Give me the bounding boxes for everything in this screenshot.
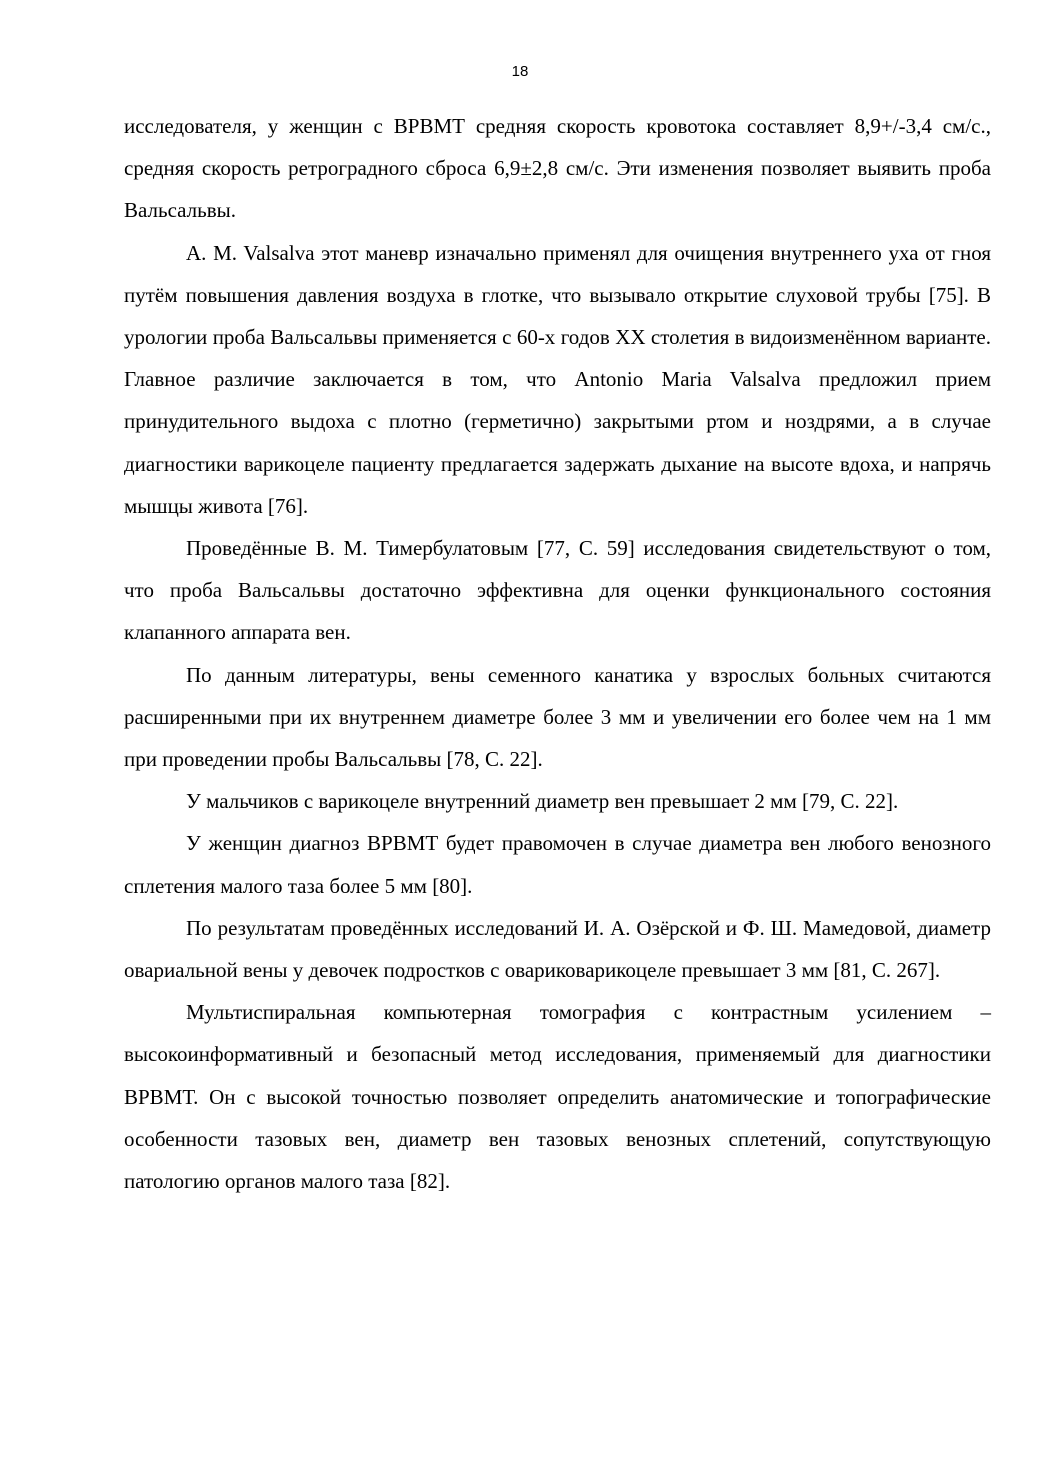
paragraph-boys-varicocele: У мальчиков с варикоцеле внутренний диаметр вен превышает 2 мм [79, С. 22].	[186, 789, 899, 814]
body-text	[124, 105, 991, 1202]
paragraph-valsalva-maneuver: A. M. Valsalva этот маневр изначально применял для очищения внутреннего уха от гноя путём повышения давления воздуха в глотке, что вызывало открытие слуховой трубы [75]. В урологии проба Вальсальвы применяется с 60-х годов XX столетия в видоизменённом варианте. Главное различие заключается в том, что Antonio Maria Valsalva предложил прием принудительного выдоха с плотно (герметично) закрытыми ртом и ноздрями, а в случае диагностики варикоцеле пациенту предлагается задержать дыхание на высоте вдоха, и напрячь мышцы живота [76].	[124, 240, 991, 518]
page-number: 18	[511, 63, 529, 80]
paragraph-timerbulatov-study: Проведённые В. М. Тимербулатовым [77, С. 59] исследования свидетельствуют о том, что проба Вальсальвы достаточно эффективна для оценки функционального состояния клапанного аппарата вен.	[124, 536, 991, 645]
paragraph-continuation: исследователя, у женщин с ВРВМТ средняя скорость кровотока составляет 8,9+/-3,4 см/с., средняя скорость ретроградного сброса 6,9±2,8 см/с. Эти изменения позволяет выявить проба Вальсальвы.	[124, 114, 991, 223]
paragraph-ct-tomography: Мультиспиральная компьютерная томография с контрастным усилением – высокоинформативный и безопасный метод исследования, применяемый для диагностики ВРВМТ. Он с высокой точностью позволяет определить анатомические и топографические особенности тазовых вен, диаметр вен тазовых венозных сплетений, сопутствующую патологию органов малого таза [82].	[124, 1000, 991, 1194]
paragraph-ozerskaya-study: По результатам проведённых исследований И. А. Озёрской и Ф. Ш. Мамедовой, диаметр овариальной вены у девочек подростков с овариковарикоцеле превышает 3 мм [81, С. 267].	[124, 915, 991, 983]
paragraph-spermatic-cord-veins: По данным литературы, вены семенного канатика у взрослых больных считаются расширенными при их внутреннем диаметре более 3 мм и увеличении его более чем на 1 мм при проведении пробы Вальсальвы [78, С. 22].	[124, 662, 991, 772]
paragraph-women-diagnosis: У женщин диагноз ВРВМТ будет правомочен в случае диаметра вен любого венозного сплетения малого таза более 5 мм [80].	[124, 831, 991, 898]
